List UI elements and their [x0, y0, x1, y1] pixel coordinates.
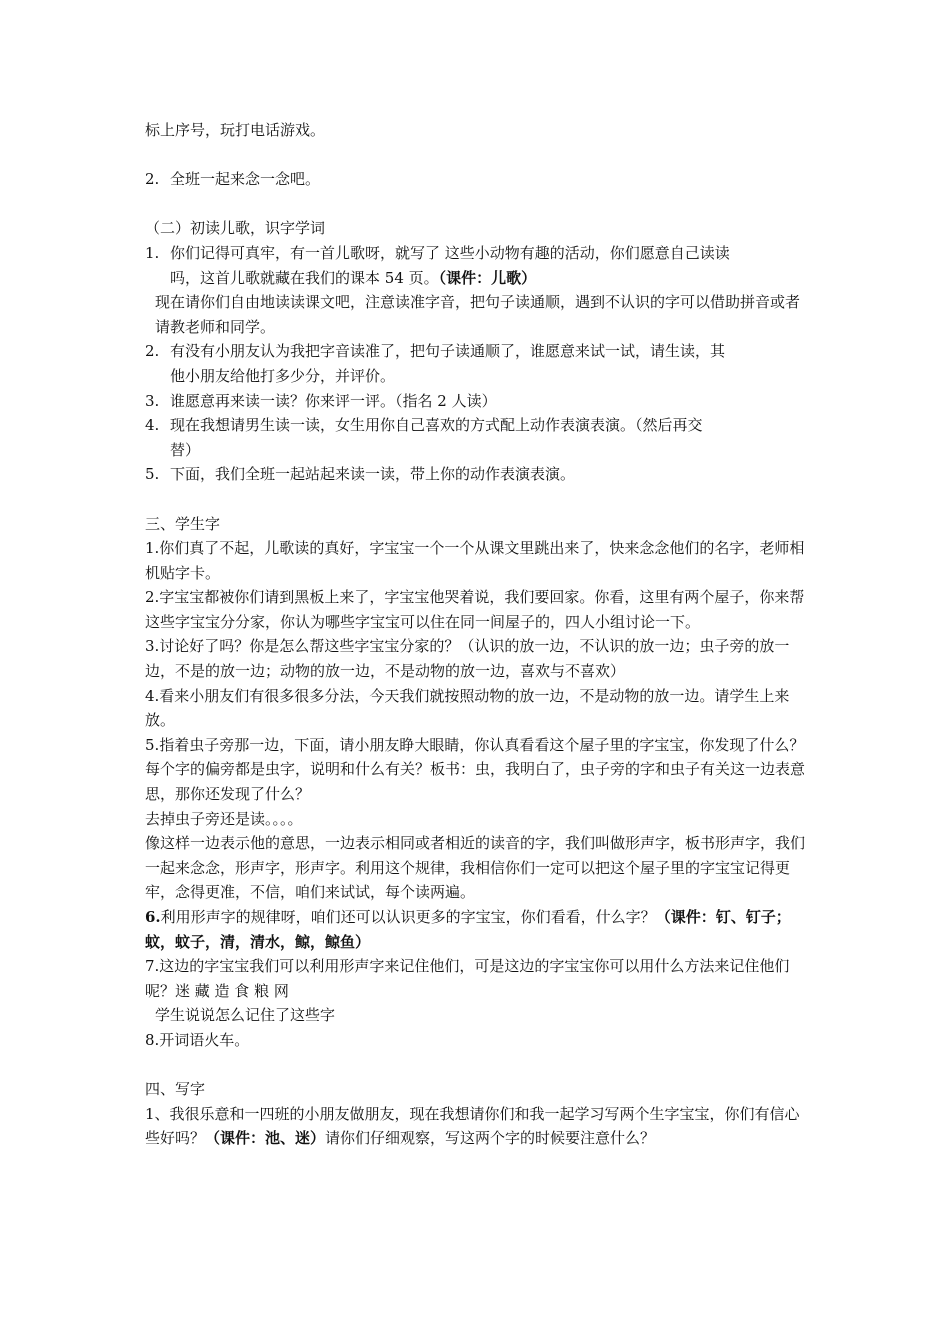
section3-heading: 三、学生字 [145, 514, 221, 533]
list-text: 他小朋友给他打多少分，并评价。 [170, 366, 396, 385]
list-text: 现在我想请男生读一读，女生用你自己喜欢的方式配上动作表演表演。（然后再交 [170, 416, 703, 435]
section2-item-5 [145, 462, 809, 487]
section3-paragraph-5c: 去掉虫子旁还是读。。。。 [145, 809, 303, 828]
document-page [145, 118, 809, 1151]
intro-item-2 [145, 167, 809, 192]
section3-paragraph-5: 5.指着虫子旁那一边，下面，请小朋友睁大眼睛，你认真看看这个屋子里的字宝宝，你发现了什么？ [145, 735, 805, 754]
list-text: 吗，这首儿歌就藏在我们的课本 54 页。 [170, 268, 439, 287]
courseware-note: （课件：钉、钉子；蚊，蚊子，清，清水，鲸，鲸鱼） [145, 908, 791, 951]
section3-paragraph-2: 2.字宝宝都被你们请到黑板上来了，字宝宝他哭着说，我们要回家。你看，这里有两个屋子，你来帮这些字宝宝分分家，你认为哪些字宝宝可以住在同一间屋子的，四人小组讨论一下。 [145, 588, 805, 631]
section2-item-1 [145, 241, 809, 290]
section3-paragraph-7b: 学生说说怎么记住了这些字 [155, 1006, 336, 1025]
courseware-note: （课件：儿歌） [438, 268, 537, 287]
list-text: 谁愿意再来读一读？你来评一评。（指名 2 人读） [170, 391, 497, 410]
paragraph-text: 利用形声字的规律呀，咱们还可以认识更多的字宝宝，你们看看，什么字？ [160, 908, 656, 926]
paragraph-number: 6. [145, 908, 161, 926]
section3-paragraph-7: 7.这边的字宝宝我们可以利用形声字来记住他们，可是这边的字宝宝你可以用什么方法来记住他们呢？迷 藏 造 食 粮 网 [145, 957, 790, 1000]
list-number: 2. [145, 342, 160, 361]
courseware-note: （课件：池、迷） [205, 1129, 326, 1148]
list-text: 有没有小朋友认为我把字音读准了，把句子读通顺了，谁愿意来试一试，请生读，其 [170, 342, 726, 361]
section3-paragraph-3: 3.讨论好了吗？你是怎么帮这些字宝宝分家的？（认识的放一边，不认识的放一边；虫子旁的放一边，不是的放一边；动物的放一边，不是动物的放一边，喜欢与不喜欢） [145, 637, 790, 681]
section2-item-4 [145, 413, 809, 462]
list-text: 你们记得可真牢，有一首儿歌呀，就写了 这些小动物有趣的活动，你们愿意自己读读 [170, 243, 730, 262]
list-number: 4. [145, 416, 160, 435]
section2-item-3 [145, 389, 809, 414]
section3-paragraph-8: 8.开词语火车。 [145, 1030, 250, 1049]
section3-paragraph-5b: 每个字的偏旁都是虫字，说明和什么有关？板书：虫，我明白了，虫子旁的字和虫子有关这一边表意思，那你还发现了什么？ [145, 760, 806, 804]
list-number: 5. [145, 465, 160, 484]
list-text: 全班一起来念一念吧。 [170, 170, 321, 189]
list-number: 2. [145, 170, 160, 189]
section2-item-2 [145, 339, 809, 388]
section4-heading: 四、写字 [145, 1080, 206, 1099]
list-number: 3. [145, 391, 160, 410]
section3-paragraph-4: 4.看来小朋友们有很多很多分法，今天我们就按照动物的放一边，不是动物的放一边。请学生上来放。 [145, 686, 790, 730]
list-text: 下面，我们全班一起站起来读一读，带上你的动作表演表演。 [170, 465, 576, 484]
section2-heading: （二）初读儿歌，识字学词 [145, 219, 326, 238]
free-read-paragraph: 现在请你们自由地读读课文吧，注意读准字音，把句子读通顺，遇到不认识的字可以借助拼音或者请教老师和同学。 [155, 293, 801, 336]
section3-paragraph-6 [145, 905, 809, 954]
section3-paragraph-1: 1.你们真了不起，儿歌读的真好，字宝宝一个一个从课文里跳出来了，快来念念他们的名字，老师相机贴字卡。 [145, 539, 805, 582]
section3-paragraph-5d: 像这样一边表示他的意思，一边表示相同或者相近的读音的字，我们叫做形声字，板书形声字，我们一起来念念，形声字，形声字。利用这个规律，我相信你们一定可以把这个屋子里的字宝宝记得更牢，念得更准，不信，咱们来试试，每个读两遍。 [145, 834, 806, 902]
list-number: 1. [145, 243, 160, 262]
paragraph-text: 请你们仔细观察，写这两个字的时候要注意什么？ [325, 1129, 656, 1148]
paragraph-text: 1、我很乐意和一四班的小朋友做朋友，现在我想请你们和我一起学习写两个生字宝宝，你们有信心些好吗？ [145, 1104, 800, 1148]
list-text: 替） [170, 440, 201, 459]
intro-line: 标上序号，玩打电话游戏。 [145, 121, 326, 139]
section4-paragraph-1 [145, 1102, 809, 1151]
